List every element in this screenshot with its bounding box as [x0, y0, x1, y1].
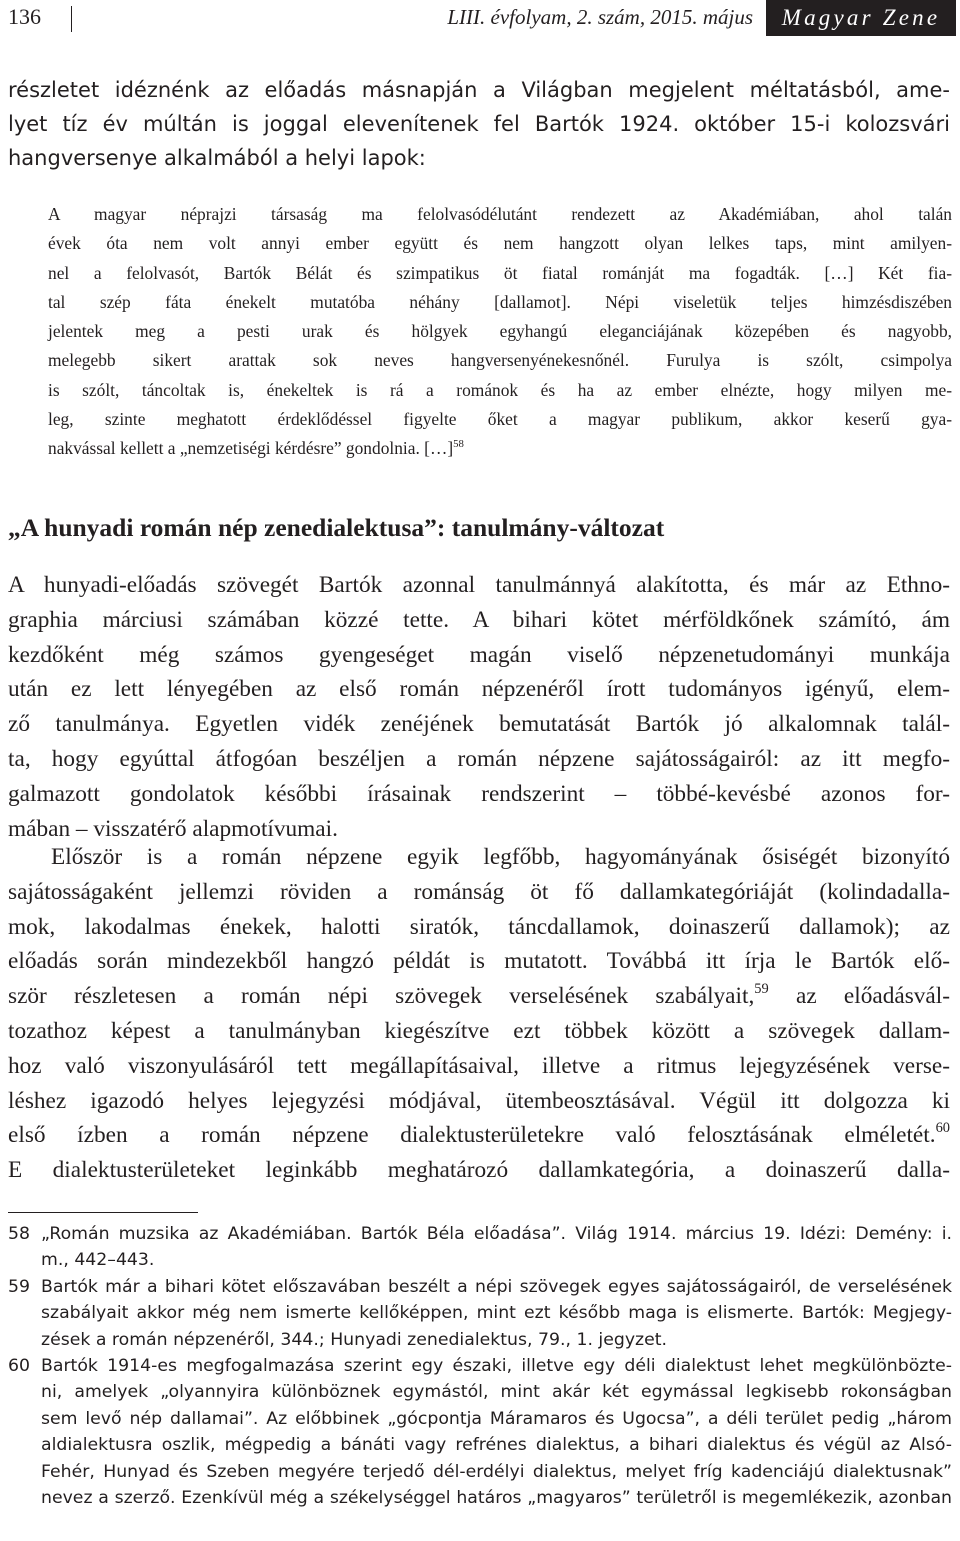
footnote-line: „Román muzsika az Akadémiában. Bartók Béla előadása”. Világ 1914. március 19. Idézi: Demény: i.	[41, 1224, 952, 1244]
footnote-line: m., 442–443.	[41, 1250, 155, 1271]
issue-info: LIII. évfolyam, 2. szám, 2015. május	[447, 5, 753, 29]
intro-paragraph	[8, 73, 950, 176]
footnote-line: ni, amelyek „olyannyira különböznek egymástól, mint akár két egymással legkisebb rokonságban	[41, 1382, 952, 1403]
quote-line: évek óta nem volt annyi ember együtt és nem hangzott olyan lelkes taps, mint amilyen-	[48, 233, 952, 254]
quote-line: jelentek meg a pesti urak és hölgyek egyhangú eleganciájának közepében és nagyobb,	[48, 321, 952, 342]
quote-line: leg, szinte meghatott érdeklődéssel figyelte őket a magyar publikum, akkor keserű gya-	[48, 409, 952, 430]
text-line: előadás során mindezekből hangzó példát is mutatott. Továbbá itt írja le Bartók elő-	[8, 948, 950, 975]
text-line	[8, 1118, 950, 1153]
quote-line: melegebb sikert arattak sok neves hangversenyénekesnőnél. Furulya is szólt, csimpolya	[48, 350, 952, 371]
footnote-number: 58	[8, 1224, 30, 1244]
text-line: lyet tíz év múltán is joggal elevenítenek fel Bartók 1924. október 15-i kolozsvári	[8, 112, 950, 137]
header-divider	[71, 6, 72, 32]
text-line: után ez lett lényegében az első román népzenéről írott tudományos igényű, elem-	[8, 676, 950, 703]
text-line: E dialektusterületeket leginkább meghatározó dallamkategória, a doinaszerű dalla-	[8, 1157, 950, 1184]
text-line: ta, hogy egyúttal átfogóan beszéljen a román népzene sajátosságairól: az itt megfo-	[8, 745, 950, 772]
line-text-tail: az előadásvál-	[795, 983, 950, 1010]
footnote-ref-59[interactable]: 59	[754, 980, 769, 997]
quote-line	[48, 434, 952, 463]
line-text: első ízben a román népzene dialektusterületekre való felosztásának elméletét.	[8, 1122, 936, 1149]
text-line: mában – visszatérő alapmotívumai.	[8, 815, 338, 842]
footnote-divider	[8, 1212, 198, 1213]
text-line: hoz való viszonyulásáról tett megállapításaival, illetve a ritmus lejegyzésének verse-	[8, 1052, 950, 1079]
text-line: tozathoz képest a tanulmányban kiegészítve ezt többek között a szövegek dallam-	[8, 1017, 950, 1044]
text-line: A hunyadi-előadás szövegét Bartók azonnal tanulmánnyá alakította, és már az Ethno-	[8, 572, 950, 598]
quote-line-text: nakvással kellett a „nemzetiségi kérdésre” gondolnia. […]	[48, 438, 454, 459]
footnote-line: szabályait akkor még nem ismerte kellőképpen, mint ezt később maga is elismerte. Bartók: Megjegy-	[41, 1303, 952, 1324]
footnote-line: zések a román népzenéről, 344.; Hunyadi zenedialektus, 79., 1. jegyzet.	[41, 1329, 668, 1350]
footnote-58	[8, 1221, 952, 1274]
footnote-line: Bartók már a bihari kötet előszavában beszélt a népi szövegek egyes sajátosságairól, de verselésének	[41, 1276, 952, 1297]
journal-title: Magyar Zene	[766, 0, 956, 36]
text-line: léshez igazodó helyes lejegyzési módjával, ütembeosztásával. Végül itt dolgozza ki	[8, 1087, 950, 1114]
footnote-line: aldialektusra oszlik, mégpedig a bánáti vagy refrénes dialektus, a bihari dialektus és végül az Alsó-	[41, 1435, 952, 1456]
text-line: Először is a román népzene egyik legfőbb, hagyományának ősiségét bizonyító	[51, 844, 950, 870]
page-number: 136	[8, 4, 41, 29]
block-quote	[48, 200, 952, 464]
quote-line: is szólt, táncoltak is, énekeltek is rá a románok és ha az ember elnézte, hogy milyen me-	[48, 379, 952, 400]
footnote-60	[8, 1353, 952, 1511]
footnote-ref-58[interactable]: 58	[453, 437, 464, 450]
footnote-line: sem levő nép dallamai”. Az előbbinek „gócpontja Máramaros és Ugocsa”, a déli terület pedig „három	[41, 1408, 952, 1429]
footnote-line: nevez a szerző. Ezenkívül még a székelységgel határos „magyaros” területről is megemlékezik, azonban	[41, 1488, 952, 1509]
text-line: hangversenye alkalmából a helyi lapok:	[8, 146, 426, 171]
text-line: mok, lakodalmas énekek, halotti siratók, táncdallamok, doinaszerű dallamok); az	[8, 913, 950, 940]
text-line: galmazott gondolatok későbbi írásainak rendszerint – többé-kevésbé azonos for-	[8, 780, 950, 807]
text-line: graphia márciusi számában közzé tette. A bihari kötet mérföldkőnek számító, ám	[8, 606, 950, 633]
running-header	[8, 0, 956, 48]
quote-line: nel a felolvasót, Bartók Bélát és szimpatikus öt fiatal románját ma fogadták. […] Két fia-	[48, 262, 952, 283]
line-text: ször részletesen a román népi szövegek verselésének szabályait,	[8, 983, 755, 1010]
quote-line: tal szép fáta énekelt mutatóba néhány [dallamot]. Népi viseletük teljes himzésdiszében	[48, 291, 952, 312]
quote-line: A magyar néprajzi társaság ma felolvasódélutánt rendezett az Akadémiában, ahol talán	[48, 204, 952, 224]
footnote-line: Fehér, Hunyad és Szeben megyére terjedő dél-erdélyi dialektus, melyet fríg kadenciájú dialektusnak”	[41, 1461, 952, 1482]
text-line: kezdőként még számos gyengeséget magán viselő népzenetudományi munkája	[8, 641, 950, 668]
footnote-number: 59	[8, 1276, 30, 1297]
body-paragraph-2	[8, 840, 950, 1188]
text-line: sajátosságaként jellemzi röviden a románság öt fő dallamkategóriáját (kolindadalla-	[8, 878, 950, 905]
text-line: részletet idéznénk az előadás másnapján a Világban megjelent méltatásból, ame-	[8, 78, 950, 102]
footnote-59	[8, 1274, 952, 1353]
section-heading: „A hunyadi román nép zenedialektusa”: tanulmány-változat	[8, 513, 665, 542]
footnotes	[8, 1221, 952, 1511]
text-line: ző tanulmánya. Egyetlen vidék zenéjének bemutatását Bartók jó alkalomnak talál-	[8, 711, 950, 738]
body-paragraph-1	[8, 568, 950, 846]
footnote-number: 60	[8, 1356, 30, 1377]
footnote-line: Bartók 1914-es megfogalmazása szerint egy északi, illetve egy déli dialektust lehet megkülönbözte-	[41, 1356, 952, 1377]
footnote-ref-60[interactable]: 60	[935, 1120, 950, 1137]
text-line	[8, 979, 950, 1014]
